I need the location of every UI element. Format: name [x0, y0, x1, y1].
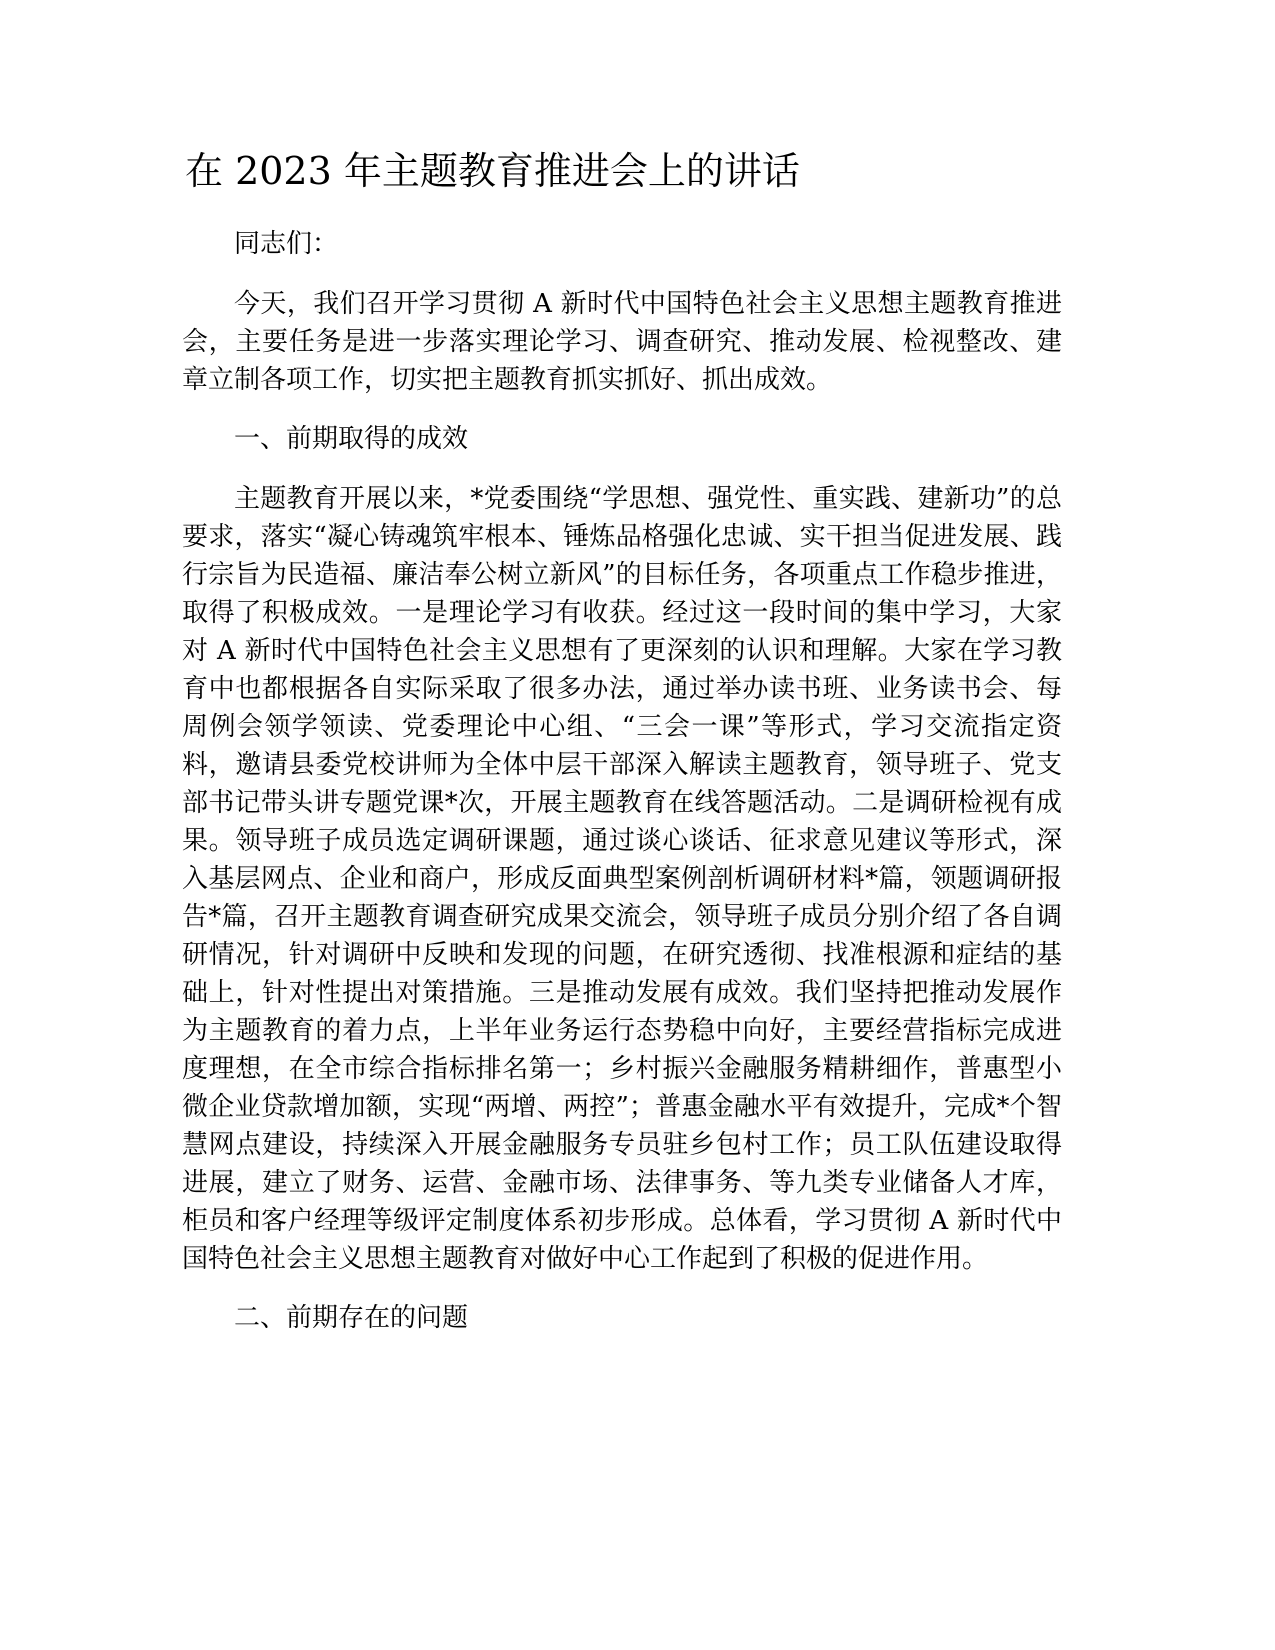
- document-body: [182, 225, 1062, 1359]
- section-heading-problems: 二、前期存在的问题: [234, 1303, 469, 1333]
- intro-paragraph: 今天，我们召开学习贯彻 A 新时代中国特色社会主义思想主题教育推进会，主要任务是进一步落实理论学习、调查研究、推动发展、检视整改、建章立制各项工作，切实把主题教育抓实抓好、抓出成效。: [182, 289, 1062, 395]
- document-title: 在 2023 年主题教育推进会上的讲话: [185, 149, 800, 193]
- achievements-paragraph: 主题教育开展以来，*党委围绕“学思想、强党性、重实践、建新功”的总要求，落实“凝心铸魂筑牢根本、锤炼品格强化忠诚、实干担当促进发展、践行宗旨为民造福、廉洁奉公树立新风”的目标任务，各项重点工作稳步推进，取得了积极成效。一是理论学习有收获。经过这一段时间的集中学习，大家对 A 新时代中国特色社会主义思想有了更深刻的认识和理解。大家在学习教育中也都根据各自实际采取了很多办法，通过举办读书班、业务读书会、每周例会领学领读、党委理论中心组、“三会一课”等形式，学习交流指定资料，邀请县委党校讲师为全体中层干部深入解读主题教育，领导班子、党支部书记带头讲专题党课*次，开展主题教育在线答题活动。二是调研检视有成果。领导班子成员选定调研课题，通过谈心谈话、征求意见建议等形式，深入基层网点、企业和商户，形成反面典型案例剖析调研材料*篇，领题调研报告*篇，召开主题教育调查研究成果交流会，领导班子成员分别介绍了各自调研情况，针对调研中反映和发现的问题，在研究透彻、找准根源和症结的基础上，针对性提出对策措施。三是推动发展有成效。我们坚持把推动发展作为主题教育的着力点，上半年业务运行态势稳中向好，主要经营指标完成进度理想，在全市综合指标排名第一；乡村振兴金融服务精耕细作，普惠型小微企业贷款增加额，实现“两增、两控”；普惠金融水平有效提升，完成*个智慧网点建设，持续深入开展金融服务专员驻乡包村工作；员工队伍建设取得进展，建立了财务、运营、金融市场、法律事务、等九类专业储备人才库，柜员和客户经理等级评定制度体系初步形成。总体看，学习贯彻 A 新时代中国特色社会主义思想主题教育对做好中心工作起到了积极的促进作用。: [182, 484, 1062, 1274]
- greeting: 同志们：: [234, 229, 339, 259]
- section-heading-achievements: 一、前期取得的成效: [234, 424, 469, 454]
